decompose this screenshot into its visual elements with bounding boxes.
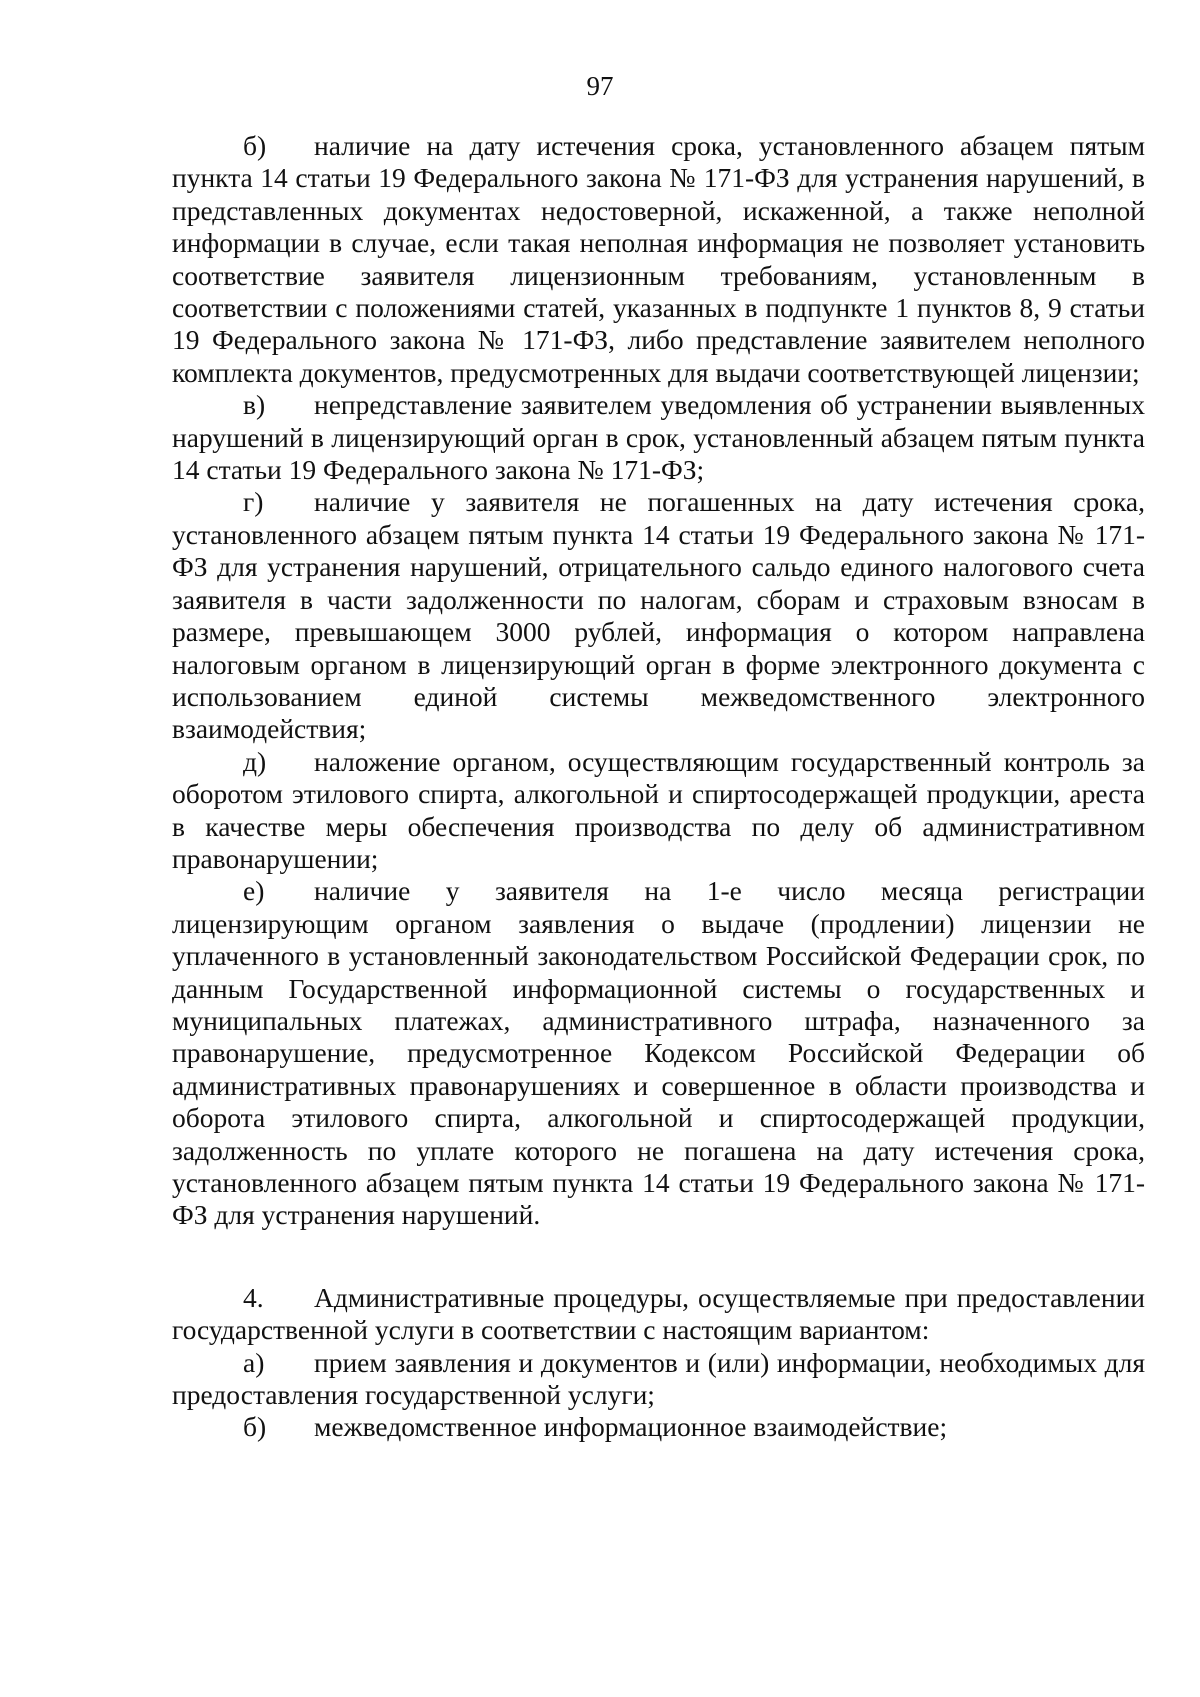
paragraph-text: непредставление заявителем уведомления об устранении выявленных нарушений в лицензирующий орган в срок, установленный абзацем пятым пункта 14 статьи 19 Федерального закона № 171-ФЗ;: [172, 389, 1145, 486]
list-marker: г): [243, 486, 264, 518]
list-marker: а): [243, 1346, 265, 1378]
list-marker: в): [243, 389, 266, 421]
list-marker: 4.: [243, 1281, 264, 1313]
paragraph-text: Административные процедуры, осуществляемые при предоставлении государственной услуги в соответствии с настоящим вариантом:: [172, 1281, 1145, 1346]
section-item-4: [172, 1282, 1145, 1347]
list-item-g: [172, 486, 1145, 745]
list-marker: б): [243, 1411, 267, 1443]
list-item-d: [172, 746, 1145, 876]
list-item-e: [172, 875, 1145, 1231]
paragraph-text: наличие у заявителя на 1-е число месяца регистрации лицензирующим органом заявления о выдаче (продлении) лицензии не уплаченного в установленный законодательством Российской Федерации срок, по данным Государственной информационной системы о государственных и муниципальных платежах, административного штрафа, назначенного за правонарушение, предусмотренное Кодексом Российской Федерации об административных правонарушениях и совершенное в области производства и оборота этилового спирта, алкогольной и спиртосодержащей продукции, задолженность по уплате которого не погашена на дату истечения срока, установленного абзацем пятым пункта 14 статьи 19 Федерального закона № 171-ФЗ для устранения нарушений.: [172, 875, 1145, 1231]
paragraph-text: межведомственное информационное взаимодействие;: [314, 1411, 948, 1443]
list-marker: е): [243, 875, 265, 907]
paragraph-text: прием заявления и документов и (или) информации, необходимых для предоставления государственной услуги;: [172, 1346, 1145, 1411]
paragraph-text: наличие на дату истечения срока, установленного абзацем пятым пункта 14 статьи 19 Федерального закона № 171-ФЗ для устранения нарушений, в представленных документах недостоверной, искаженной, а также неполной информации в случае, если такая неполная информация не позволяет установить соответствие заявителя лицензионным требованиям, установленным в соответствии с положениями статей, указанных в подпункте 1 пунктов 8, 9 статьи 19 Федерального закона № 171-ФЗ, либо представление заявителем неполного комплекта документов, предусмотренных для выдачи соответствующей лицензии;: [172, 130, 1145, 388]
list-item-b2: [172, 1411, 1145, 1443]
list-item-b: [172, 130, 1145, 389]
list-item-a: [172, 1347, 1145, 1412]
paragraph-text: наложение органом, осуществляющим государственный контроль за оборотом этилового спирта, алкогольной и спиртосодержащей продукции, ареста в качестве меры обеспечения производства по делу об административном правонарушении;: [172, 745, 1145, 874]
list-marker: д): [243, 745, 267, 777]
list-item-v: [172, 389, 1145, 486]
document-body: [172, 130, 1145, 1444]
section-spacer: [172, 1232, 1145, 1282]
list-marker: б): [243, 130, 267, 161]
page-number: 97: [586, 71, 614, 101]
paragraph-text: наличие у заявителя не погашенных на дату истечения срока, установленного абзацем пятым пункта 14 статьи 19 Федерального закона № 171-ФЗ для устранения нарушений, отрицательного сальдо единого налогового счета заявителя в части задолженности по налогам, сборам и страховым взносам в размере, превышающем 3000 рублей, информация о котором направлена налоговым органом в лицензирующий орган в форме электронного документа с использованием единой системы межведомственного электронного взаимодействия;: [172, 486, 1145, 745]
